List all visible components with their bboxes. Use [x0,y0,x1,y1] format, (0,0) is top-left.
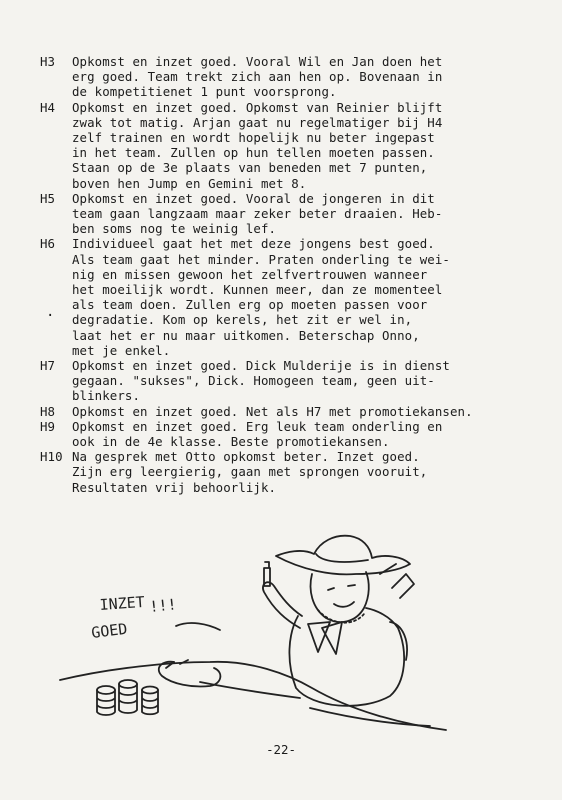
report-line: als team doen. Zullen erg op moeten passen voor [72,297,428,313]
report-line: Zijn erg leergierig, gaan met sprongen vooruit, [72,464,428,480]
cartoon-caption-marks: !!! [148,595,178,616]
report-line: de kompetitienet 1 punt voorsprong. [72,84,337,100]
team-entry-h3 [40,54,555,100]
team-entry-h9 [40,419,555,449]
margin-dot: . [46,304,55,320]
report-line: Staan op de 3e plaats van beneden met 7 punten, [72,160,428,176]
report-line: Opkomst en inzet goed. Vooral de jongeren in dit [72,190,435,206]
team-entry-h6 [40,236,555,358]
cowboy-poker-cartoon [50,512,450,747]
report-line: ben soms nog te weinig lef. [72,221,277,237]
report-line: Na gesprek met Otto opkomst beter. Inzet goed. [72,449,420,465]
team-code: H5 [40,190,56,206]
report-line: boven hen Jump en Gemini met 8. [72,175,307,191]
report-line: team gaan langzaam maar zeker beter draaien. Heb- [72,206,443,222]
report-line: Als team gaat het minder. Praten onderling te wei- [72,251,450,267]
cartoon-caption-line1: INZET [99,592,146,614]
report-line: zwak tot matig. Arjan gaat nu regelmatiger bij H4 [72,114,443,130]
team-code: H3 [40,54,56,69]
team-entry-h8 [40,404,555,419]
report-line: Opkomst en inzet goed. Vooral Wil en Jan doen het [72,54,443,69]
report-line: in het team. Zullen op hun tellen moeten passen. [72,145,435,161]
team-entry-h4 [40,100,555,191]
report-line: Resultaten vrij behoorlijk. [72,479,277,495]
team-entry-h7 [40,358,555,404]
report-line: nig en missen gewoon het zelfvertrouwen wanneer [72,266,428,282]
report-line: zelf trainen en wordt hopelijk nu beter ingepast [72,130,435,146]
page-number: -22- [266,742,296,757]
team-code: H10 [40,449,63,465]
report-line: Opkomst en inzet goed. Erg leuk team onderling en [72,418,443,434]
report-line: laat het er nu maar uitkomen. Beterschap Onno, [72,327,420,343]
team-code: H7 [40,358,56,374]
report-line: ook in de 4e klasse. Beste promotiekansen. [72,434,390,450]
report-line: degradatie. Kom op kerels, het zit er wel in, [72,312,413,328]
team-report-list [40,54,555,495]
report-line: blinkers. [72,388,141,404]
report-line: Opkomst en inzet goed. Net als H7 met promotiekansen. [72,403,473,419]
report-line: het moeilijk wordt. Kunnen meer, dan ze momenteel [72,282,443,298]
team-code: H6 [40,236,56,252]
report-line: Opkomst en inzet goed. Opkomst van Reinier blijft [72,99,443,115]
team-entry-h10 [40,449,555,495]
team-code: H4 [40,99,56,115]
team-entry-h5 [40,191,555,237]
team-code: H8 [40,403,56,419]
report-line: erg goed. Team trekt zich aan hen op. Bovenaan in [72,69,443,85]
report-line: met je enkel. [72,342,171,358]
team-code: H9 [40,418,56,434]
report-line: gegaan. "sukses", Dick. Homogeen team, geen uit- [72,373,435,389]
report-line: Opkomst en inzet goed. Dick Mulderije is in dienst [72,358,450,374]
report-line: Individueel gaat het met deze jongens best goed. [72,236,435,252]
cartoon-caption-line2: GOED [90,619,129,642]
